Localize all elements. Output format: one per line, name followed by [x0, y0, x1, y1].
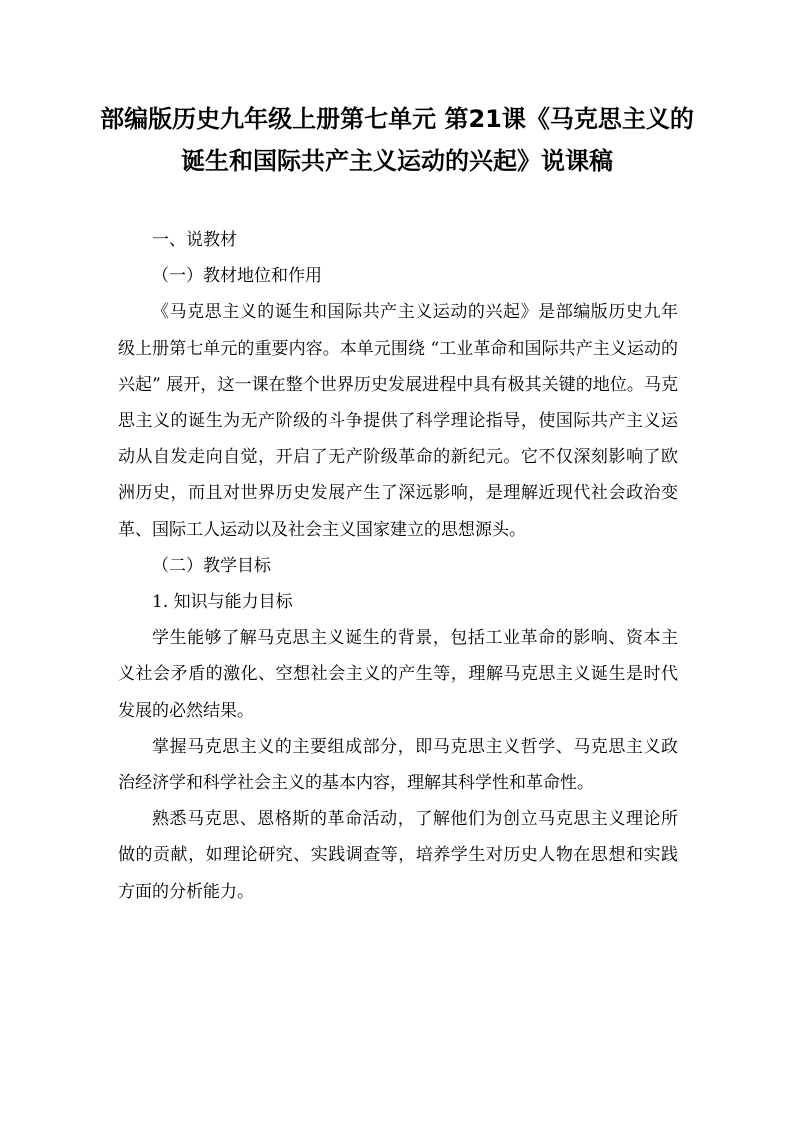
- paragraph-goal-activities: 熟悉马克思、恩格斯的革命活动，了解他们为创立马克思主义理论所做的贡献，如理论研究、实践调查等，培养学生对历史人物在思想和实践方面的分析能力。: [118, 809, 678, 902]
- paragraph-goal-components: 掌握马克思主义的主要组成部分，即马克思主义哲学、马克思主义政治经济学和科学社会主义的基本内容，理解其科学性和革命性。: [118, 736, 678, 794]
- document-title: 部编版历史九年级上册第七单元 第21课《马克思主义的诞生和国际共产主义运动的兴起》说课稿: [100, 105, 694, 175]
- paragraph-status-role: 《马克思主义的诞生和国际共产主义运动的兴起》是部编版历史九年级上册第七单元的重要内容。本单元围绕 “工业革命和国际共产主义运动的兴起” 展开，这一课在整个世界历史发展进程中具有极其关键的地位。马克思主义的诞生为无产阶级的斗争提供了科学理论指导，使国际共产主义运动从自发走向自觉，开启了无产阶级革命的新纪元。它不仅深刻影响了欧洲历史，而且对世界历史发展产生了深远影响，是理解近现代社会政治变革、国际工人运动以及社会主义国家建立的思想源头。: [118, 302, 678, 540]
- subsection-heading-status-role: （一）教材地位和作用: [152, 266, 322, 287]
- subsection-heading-teaching-goals: （二）教学目标: [152, 555, 271, 576]
- section-heading-teaching-material: 一、说教材: [152, 230, 237, 250]
- goal-heading-knowledge-ability: 1. 知识与能力目标: [152, 592, 293, 613]
- paragraph-goal-background: 学生能够了解马克思主义诞生的背景，包括工业革命的影响、资本主义社会矛盾的激化、空想社会主义的产生等，理解马克思主义诞生是时代发展的必然结果。: [118, 628, 678, 721]
- document-body: [118, 222, 678, 910]
